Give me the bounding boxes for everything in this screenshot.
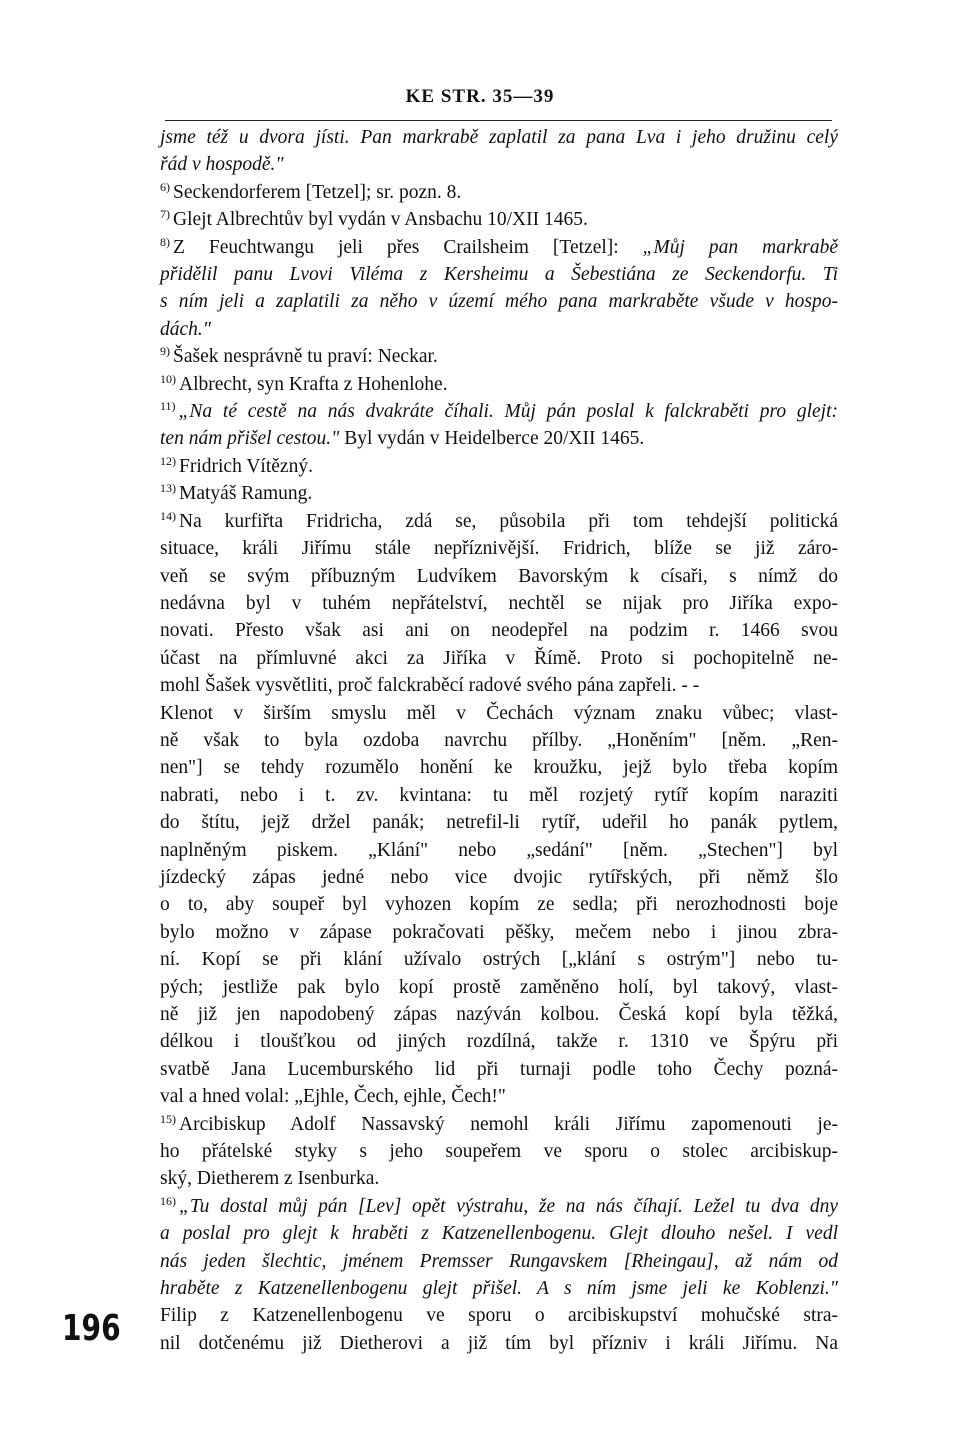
text-line xyxy=(160,891,838,918)
footnote-line xyxy=(160,234,838,261)
footnote-marker: 13) xyxy=(160,481,176,496)
italic-text: a poslal pro glejt k hraběti z Katzenellenbogenu. Glejt dlouho nešel. I vedl xyxy=(160,1223,838,1245)
footnote-marker: 15) xyxy=(160,1111,176,1126)
footnote-marker: 9) xyxy=(160,344,170,359)
text: Fridrich Vítězný. xyxy=(179,455,313,477)
footnote-line xyxy=(160,206,838,233)
footnote-line xyxy=(160,480,838,507)
text: ho přátelské styky s jeho soupeřem ve sporu o stolec arcibiskup- xyxy=(160,1141,838,1163)
text-line xyxy=(160,974,838,1001)
text: do štítu, jejž držel panák; netrefil-li rytíř, udeřil ho panák pytlem, xyxy=(160,812,838,834)
text: mohl Šašek vysvětliti, proč falckraběcí radové svého pána zapřeli. - - xyxy=(160,675,700,697)
text-line xyxy=(160,1302,838,1329)
text: jízdecký zápas jedné nebo vice dvojic rytířských, při němž šlo xyxy=(160,866,838,888)
text: nil dotčenému již Dietherovi a již tím byl přízniv i králi Jiřímu. Na xyxy=(160,1332,838,1354)
italic-text: „Na té cestě na nás dvakráte číhali. Můj pán poslal k falckraběti pro glejt: xyxy=(178,401,838,423)
text: Matyáš Ramung. xyxy=(179,483,313,505)
footnotes-body xyxy=(160,124,838,1357)
footnote-marker: 8) xyxy=(160,234,170,249)
header-rule xyxy=(165,120,832,121)
text-line xyxy=(160,1001,838,1028)
text-line xyxy=(160,151,838,178)
text: Filip z Katzenellenbogenu ve sporu o arcibiskupství mohučské stra- xyxy=(160,1305,838,1327)
italic-text: přidělil panu Lvovi Viléma z Kersheimu a Šebestiána ze Seckendorfu. Ti xyxy=(160,264,838,286)
text-line xyxy=(160,1028,838,1055)
text: nen"] se tehdy rozumělo honění ke kroužku, jejž bylo třeba kopím xyxy=(160,757,838,779)
footnote-line xyxy=(160,508,838,535)
text-line xyxy=(160,645,838,672)
footnote-line xyxy=(160,179,838,206)
italic-text: ten nám přišel cestou." xyxy=(160,428,340,450)
text: naplněným piskem. „Klání" nebo „sedání" [něm. „Stechen"] byl xyxy=(160,839,838,861)
page-number: 196 xyxy=(62,1308,121,1349)
text: Albrecht, syn Krafta z Hohenlohe. xyxy=(179,373,448,395)
text: situace, králi Jiřímu stále nepříznivější. Fridrich, blíže se již záro- xyxy=(160,538,838,560)
text: účast na přímluvné akci za Jiříka v Římě. Proto si pochopitelně ne- xyxy=(160,647,838,669)
footnote-line xyxy=(160,1111,838,1138)
text: délkou i tloušťkou od jiných rozdílná, takže r. 1310 ve Špýru při xyxy=(160,1031,838,1053)
text: Glejt Albrechtův byl vydán v Ansbachu 10/XII 1465. xyxy=(173,209,588,231)
footnote-marker: 7) xyxy=(160,207,170,222)
text: Na kurfiřta Fridricha, zdá se, působila při tom tehdejší politická xyxy=(179,510,838,532)
text-line xyxy=(160,672,838,699)
text-line xyxy=(160,809,838,836)
footnote-line xyxy=(160,1193,838,1220)
italic-text: řád v hospodě." xyxy=(160,154,284,176)
text-line xyxy=(160,754,838,781)
running-header: KE STR. 35—39 xyxy=(405,86,555,107)
text: svatbě Jana Lucemburského lid při turnaji podle toho Čechy pozná- xyxy=(160,1058,838,1080)
text-line xyxy=(160,864,838,891)
footnote-marker: 14) xyxy=(160,508,176,523)
text-line xyxy=(160,919,838,946)
footnote-line xyxy=(160,453,838,480)
text: Byl vydán v Heidelberce 20/XII 1465. xyxy=(339,428,645,450)
text-line xyxy=(160,535,838,562)
text-line xyxy=(160,316,838,343)
italic-text: s ním jeli a zaplatili za něho v území mého pana markraběte všude v hospo- xyxy=(160,291,838,313)
text: o to, aby soupeř byl vyhozen kopím ze sedla; při nerozhodnosti boje xyxy=(160,894,838,916)
text: pých; jestliže pak bylo kopí prostě zaměněno holí, byl takový, vlast- xyxy=(160,976,838,998)
text-line xyxy=(160,946,838,973)
footnote-marker: 6) xyxy=(160,179,170,194)
text-line xyxy=(160,700,838,727)
italic-text: jsme též u dvora jísti. Pan markrabě zaplatil za pana Lva i jeho družinu celý xyxy=(160,127,838,148)
text: Seckendorferem [Tetzel]; sr. pozn. 8. xyxy=(173,181,462,203)
text-line xyxy=(160,837,838,864)
text-line xyxy=(160,288,838,315)
text-line xyxy=(160,563,838,590)
text-line xyxy=(160,425,838,452)
text-line xyxy=(160,1083,838,1110)
italic-text: hraběte z Katzenellenbogenu glejt přišel. A s ním jsme jeli ke Koblenzi." xyxy=(160,1278,838,1300)
text-line xyxy=(160,1165,838,1192)
text-line xyxy=(160,1275,838,1302)
text: nedávna byl v tuhém nepřátelství, nechtěl se nijak pro Jiříka expo- xyxy=(160,592,838,614)
text: Klenot v širším smyslu měl v Čechách význam znaku vůbec; vlast- xyxy=(160,702,838,724)
text: Z Feuchtwangu jeli přes Crailsheim [Tetzel]: xyxy=(173,236,643,258)
text-line xyxy=(160,1248,838,1275)
text-line xyxy=(160,1220,838,1247)
text: ně však to byla ozdoba navrchu přílby. „Honěním" [něm. „Ren- xyxy=(160,729,838,751)
text: val a hned volal: „Ejhle, Čech, ejhle, Čech!" xyxy=(160,1086,506,1108)
text: ní. Kopí se při klání užívalo ostrých [„klání s ostrým"] nebo tu- xyxy=(160,949,838,971)
text-line xyxy=(160,1056,838,1083)
text-line xyxy=(160,727,838,754)
text-line xyxy=(160,124,838,151)
text: Arcibiskup Adolf Nassavský nemohl králi Jiřímu zapomenouti je- xyxy=(179,1113,838,1135)
text-line xyxy=(160,1330,838,1357)
text-line xyxy=(160,1138,838,1165)
italic-text: dách." xyxy=(160,318,211,340)
text: ně již jen napodobený zápas nazýván kolbou. Česká kopí byla těžká, xyxy=(160,1004,838,1025)
text-line xyxy=(160,590,838,617)
footnote-line xyxy=(160,343,838,370)
text: ský, Dietherem z Isenburka. xyxy=(160,1168,380,1190)
italic-text: nás jeden šlechtic, jménem Premsser Rungavskem [Rheingau], až nám od xyxy=(160,1250,838,1272)
text: veň se svým příbuzným Ludvíkem Bavorským k císaři, s nímž do xyxy=(160,565,838,587)
text-line xyxy=(160,617,838,644)
footnote-line xyxy=(160,371,838,398)
footnote-marker: 11) xyxy=(160,399,176,414)
text: bylo možno v zápase pokračovati pěšky, mečem nebo i jinou zbra- xyxy=(160,921,838,943)
footnote-marker: 12) xyxy=(160,453,176,468)
text: novati. Přesto však asi ani on neodepřel na podzim r. 1466 svou xyxy=(160,620,838,642)
text: Šašek nesprávně tu praví: Neckar. xyxy=(173,346,438,368)
footnote-line xyxy=(160,398,838,425)
text-line xyxy=(160,261,838,288)
text-line xyxy=(160,782,838,809)
italic-text: „Tu dostal můj pán [Lev] opět výstrahu, že na nás číhají. Ležel tu dva dny xyxy=(179,1195,838,1217)
text: nabrati, nebo i t. zv. kvintana: tu měl rozjetý rytíř kopím naraziti xyxy=(160,784,838,806)
footnote-marker: 16) xyxy=(160,1193,176,1208)
italic-text: „Můj pan markrabě xyxy=(642,236,838,258)
footnote-marker: 10) xyxy=(160,371,176,386)
